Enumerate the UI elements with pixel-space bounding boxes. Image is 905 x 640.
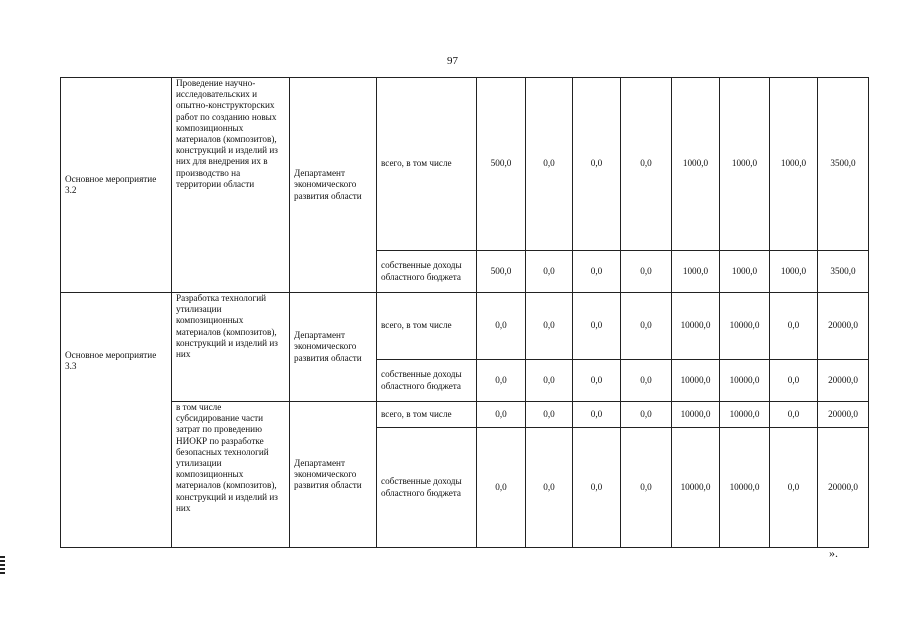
table-row	[61, 293, 869, 360]
value-cell: 0,0	[573, 402, 621, 428]
measure-cell: Основное мероприятие 3.2	[61, 78, 172, 293]
table-row	[61, 402, 869, 428]
value-cell: 1000,0	[770, 251, 818, 293]
department-cell: Департамент экономического развития области	[290, 293, 377, 402]
scan-edge-mark	[0, 556, 5, 576]
value-cell: 10000,0	[672, 360, 720, 402]
value-cell: 10000,0	[720, 293, 770, 360]
funding-table	[60, 77, 869, 548]
value-cell: 3500,0	[818, 78, 869, 251]
value-cell: 10000,0	[720, 402, 770, 428]
department-cell: Департамент экономического развития области	[290, 78, 377, 293]
value-cell: 1000,0	[720, 251, 770, 293]
page-number: 97	[447, 55, 458, 67]
value-cell: 0,0	[573, 428, 621, 548]
value-cell: 0,0	[573, 251, 621, 293]
funding-source-cell: собственные доходы областного бюджета	[377, 428, 477, 548]
value-cell: 0,0	[526, 293, 573, 360]
value-cell: 1000,0	[672, 251, 720, 293]
value-cell: 0,0	[477, 402, 526, 428]
department-cell: Департамент экономического развития области	[290, 402, 377, 548]
description-cell: Проведение научно-исследовательских и опытно-конструкторских работ по созданию новых композиционных материалов (композитов), конструкций и изделий из них для внедрения их в производство на территории области	[172, 78, 290, 293]
value-cell: 10000,0	[672, 428, 720, 548]
value-cell: 0,0	[770, 428, 818, 548]
value-cell: 1000,0	[720, 78, 770, 251]
value-cell: 0,0	[526, 251, 573, 293]
value-cell: 0,0	[526, 78, 573, 251]
value-cell: 0,0	[621, 293, 672, 360]
value-cell: 0,0	[621, 251, 672, 293]
closing-quote-mark: ».	[829, 546, 838, 560]
table-row	[61, 78, 869, 251]
value-cell: 20000,0	[818, 293, 869, 360]
value-cell: 0,0	[770, 293, 818, 360]
value-cell: 3500,0	[818, 251, 869, 293]
value-cell: 0,0	[621, 78, 672, 251]
value-cell: 10000,0	[720, 428, 770, 548]
value-cell: 10000,0	[672, 293, 720, 360]
value-cell: 0,0	[621, 360, 672, 402]
value-cell: 20000,0	[818, 402, 869, 428]
value-cell: 0,0	[573, 78, 621, 251]
value-cell: 20000,0	[818, 428, 869, 548]
measure-label: Основное мероприятие 3.3	[65, 349, 157, 371]
value-cell: 0,0	[477, 428, 526, 548]
value-cell: 0,0	[526, 402, 573, 428]
value-cell: 0,0	[573, 360, 621, 402]
value-cell: 1000,0	[672, 78, 720, 251]
value-cell: 0,0	[526, 428, 573, 548]
measure-cell	[61, 293, 172, 548]
value-cell: 10000,0	[720, 360, 770, 402]
value-cell: 500,0	[477, 78, 526, 251]
value-cell: 0,0	[621, 402, 672, 428]
description-cell: в том числе субсидирование части затрат по проведению НИОКР по разработке безопасных технологий утилизации композиционных материалов (композитов), конструкций и изделий из них	[172, 402, 290, 548]
funding-source-cell: всего, в том числе	[377, 293, 477, 360]
value-cell: 0,0	[526, 360, 573, 402]
value-cell: 1000,0	[770, 78, 818, 251]
description-cell: Разработка технологий утилизации композиционных материалов (композитов), конструкций и изделий из них	[172, 293, 290, 402]
funding-source-cell: всего, в том числе	[377, 402, 477, 428]
value-cell: 20000,0	[818, 360, 869, 402]
value-cell: 0,0	[770, 402, 818, 428]
funding-source-cell: собственные доходы областного бюджета	[377, 360, 477, 402]
value-cell: 0,0	[573, 293, 621, 360]
value-cell: 0,0	[621, 428, 672, 548]
value-cell: 10000,0	[672, 402, 720, 428]
value-cell: 0,0	[477, 293, 526, 360]
value-cell: 500,0	[477, 251, 526, 293]
funding-source-cell: всего, в том числе	[377, 78, 477, 251]
value-cell: 0,0	[770, 360, 818, 402]
funding-source-cell: собственные доходы областного бюджета	[377, 251, 477, 293]
value-cell: 0,0	[477, 360, 526, 402]
